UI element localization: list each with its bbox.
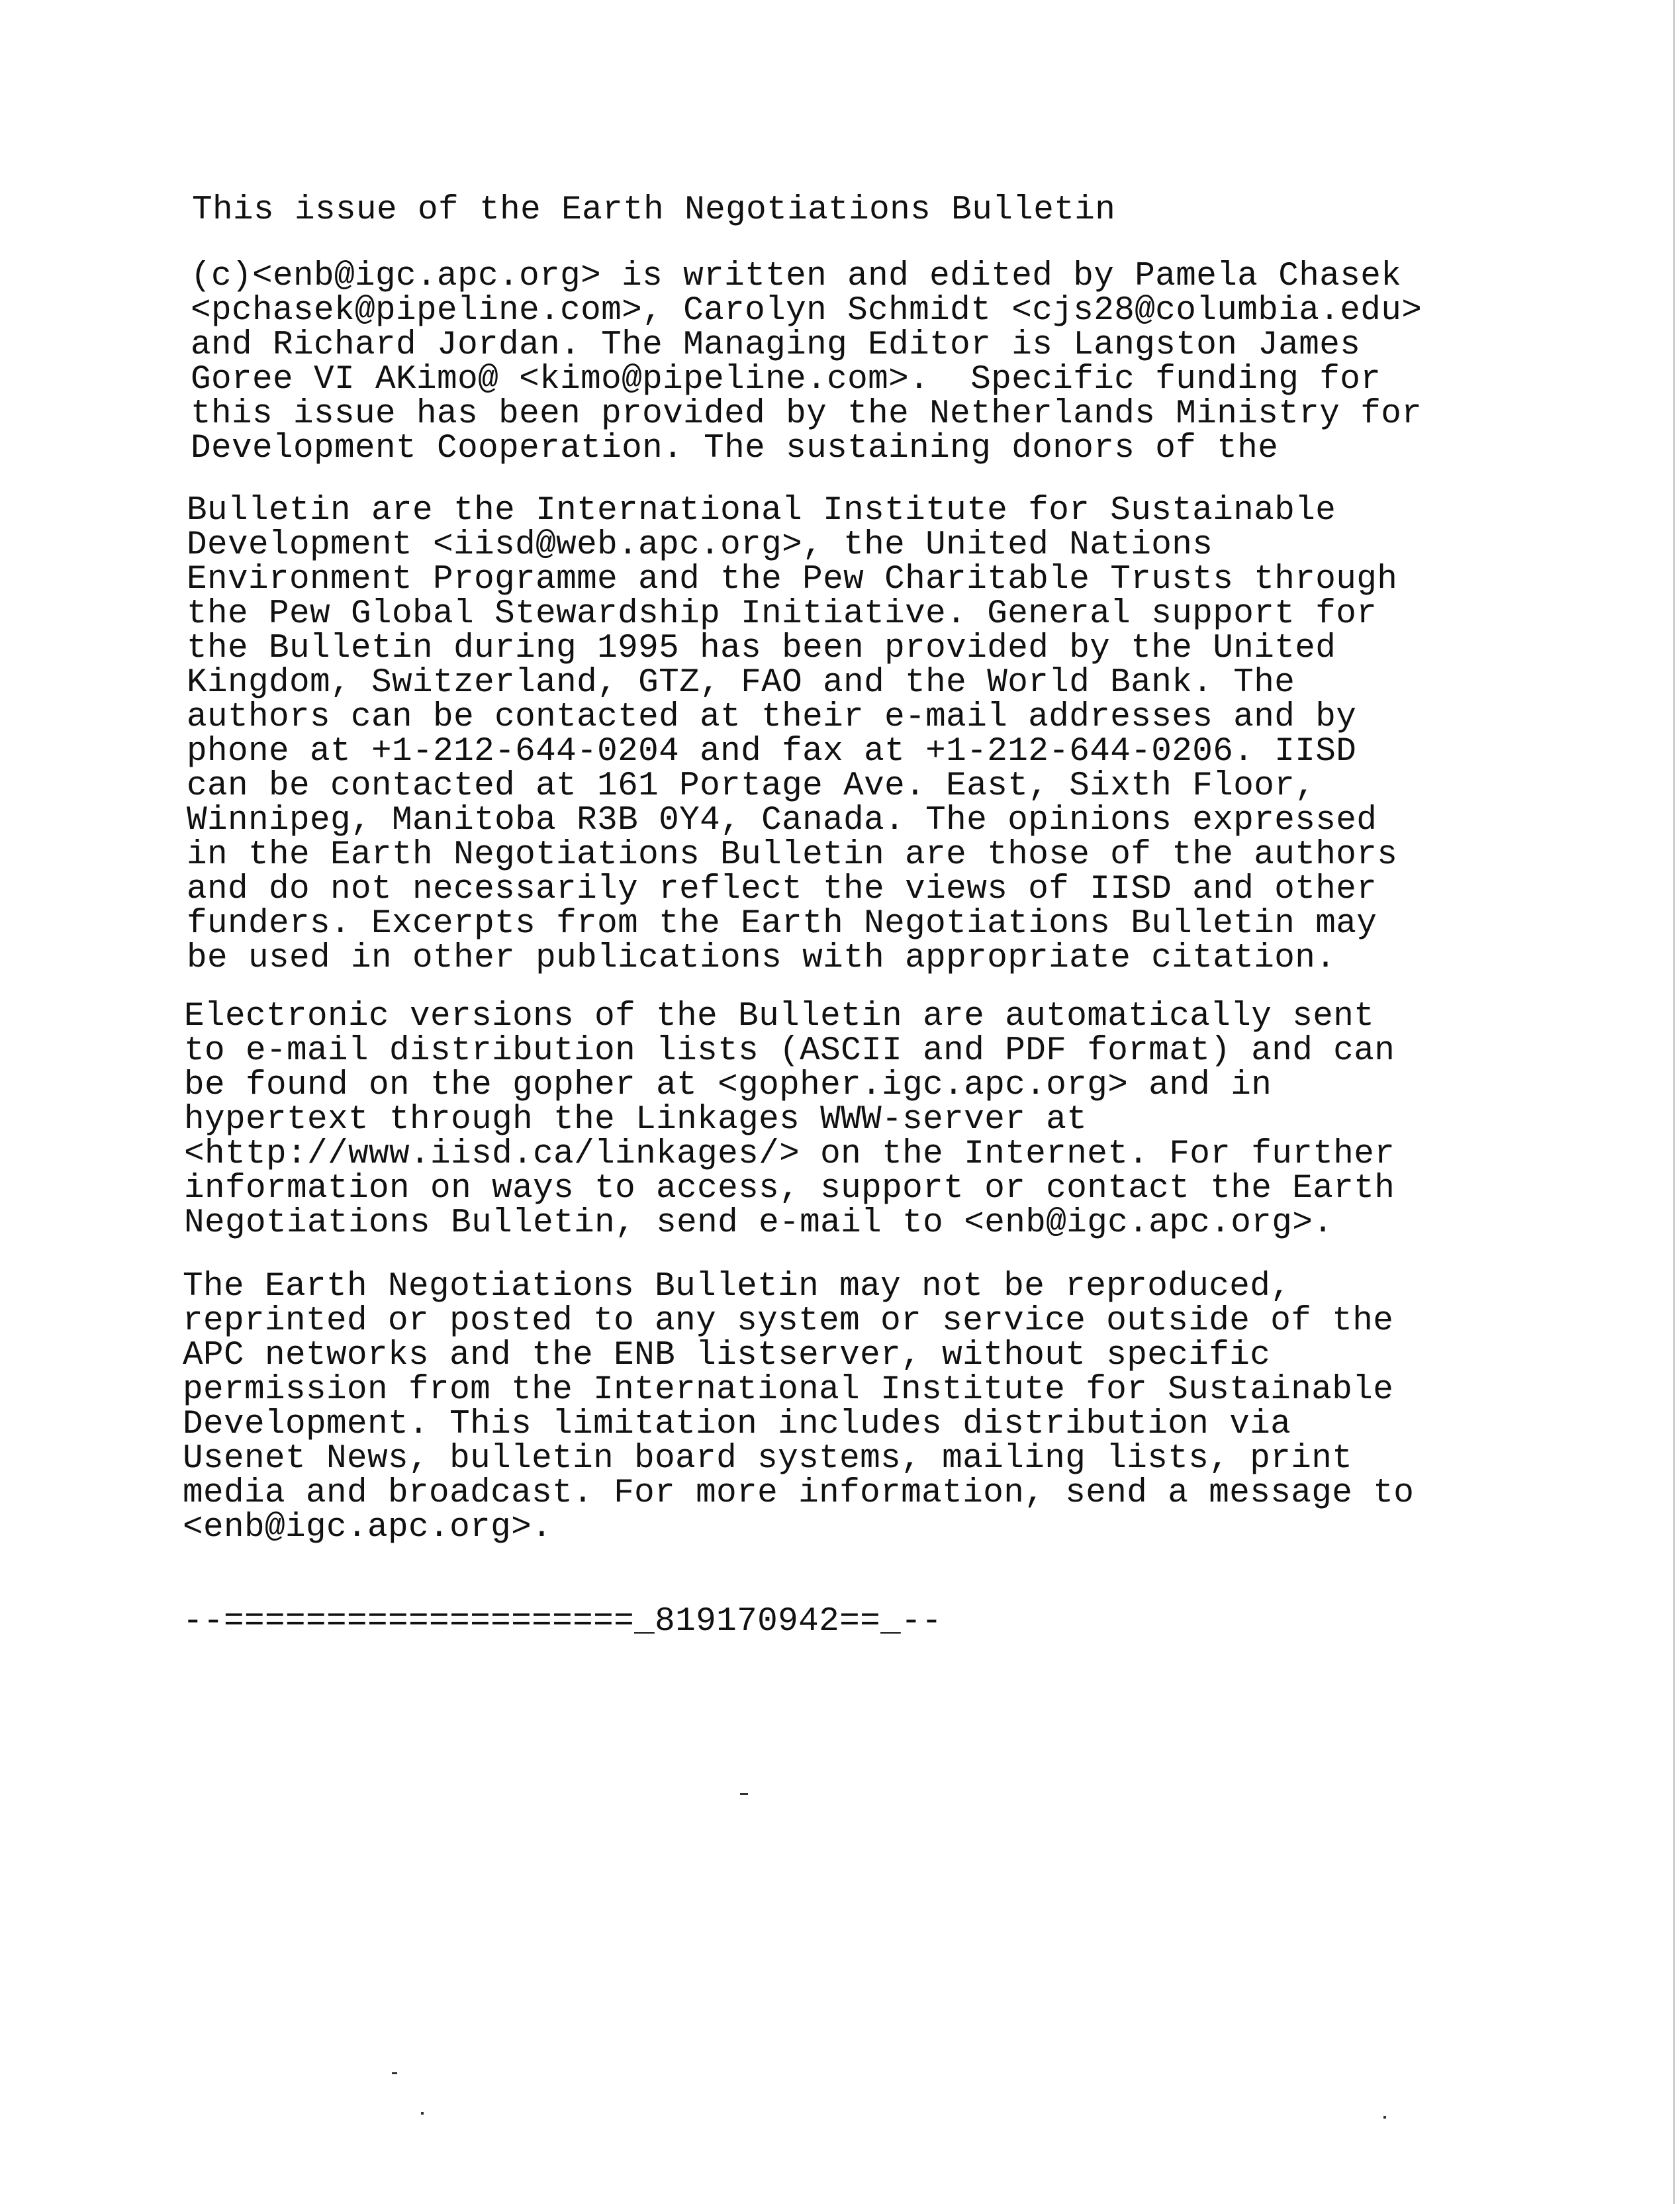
mime-boundary-line: --====================_819170942==_-- xyxy=(183,1603,943,1641)
scan-speck xyxy=(740,1793,748,1795)
document-heading: This issue of the Earth Negotiations Bulletin xyxy=(192,191,1116,229)
paragraph-donors: Bulletin are the International Institute for Sustainable Development <iisd@web.apc.org>, the United Nations Environment Programme and the Pew Charitable Trusts through the Pew Global Stewardship Initiative. General support for the Bulletin during 1995 has been provided by the United Kingdom, Switzerland, GTZ, FAO and the World Bank. The authors can be contacted at their e-mail addresses and by phone at +1-212-644-0204 and fax at +1-212-644-0206. IISD can be contacted at 161 Portage Ave. East, Sixth Floor, Winnipeg, Manitoba R3B 0Y4, Canada. The opinions expressed in the Earth Negotiations Bulletin are those of the authors and do not necessarily reflect the views of IISD and other funders. Excerpts from the Earth Negotiations Bulletin may be used in other publications with appropriate citation. xyxy=(187,492,1398,977)
scan-speck xyxy=(1383,2116,1386,2119)
paragraph-reproduction-notice: The Earth Negotiations Bulletin may not be reproduced, reprinted or posted to any system or service outside of the APC networks and the ENB listserver, without specific permission from the International Institute for Sustainable Development. This limitation includes distribution via Usenet News, bulletin board systems, mailing lists, print media and broadcast. For more information, send a message to <enb@igc.apc.org>. xyxy=(183,1268,1415,1547)
scan-speck xyxy=(421,2112,424,2115)
scan-speck xyxy=(392,2072,397,2074)
scan-edge xyxy=(1673,0,1675,2204)
paragraph-credits: (c)<enb@igc.apc.org> is written and edited by Pamela Chasek <pchasek@pipeline.com>, Carolyn Schmidt <cjs28@columbia.edu> and Richard Jordan. The Managing Editor is Langston James Goree VI AKimo@ <kimo@pipeline.com>. Specific funding for this issue has been provided by the Netherlands Ministry for Development Cooperation. The sustaining donors of the xyxy=(191,258,1423,467)
paragraph-electronic-versions: Electronic versions of the Bulletin are automatically sent to e-mail distribution lists (ASCII and PDF format) and can be found on the gopher at <gopher.igc.apc.org> and in hypertext through the Linkages WWW-server at <http://www.iisd.ca/linkages/> on the Internet. For further information on ways to access, support or contact the Earth Negotiations Bulletin, send e-mail to <enb@igc.apc.org>. xyxy=(184,998,1395,1242)
